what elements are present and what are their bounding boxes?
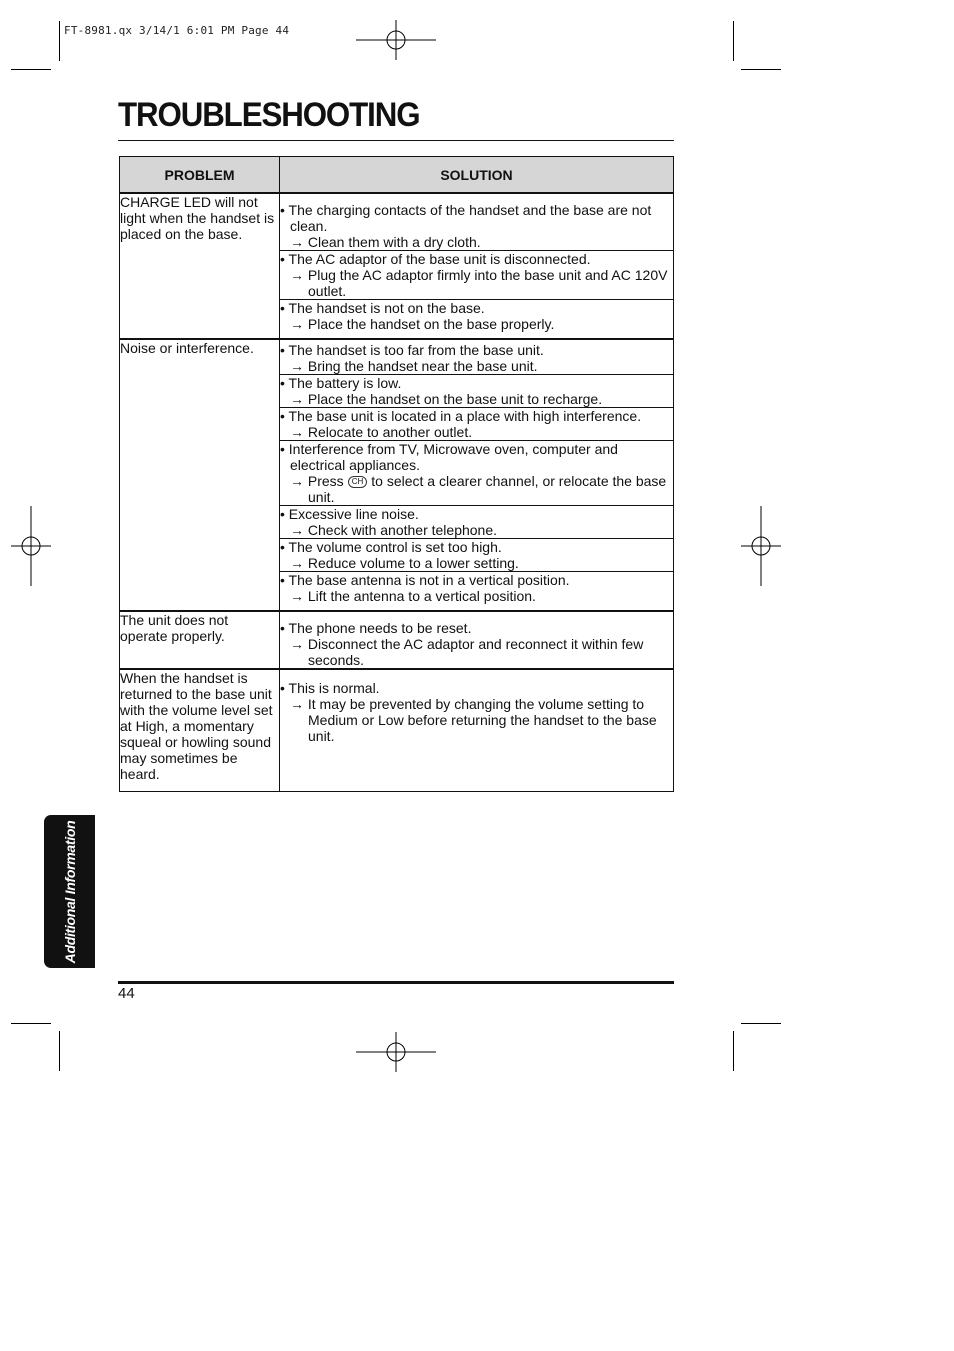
registration-mark-icon (741, 506, 781, 586)
crop-mark (11, 69, 51, 70)
fix-text: Press (307, 473, 344, 489)
crop-mark (741, 1023, 781, 1024)
solution-cell (280, 300, 674, 340)
registration-mark-icon (356, 1032, 436, 1072)
solution-cause: • Excessive line noise. (280, 506, 673, 522)
solution-fix: → Plug the AC adaptor firmly into the base unit and AC 120V outlet. (280, 267, 673, 299)
table-row (120, 611, 674, 669)
crop-mark (741, 69, 781, 70)
solution-cause: • The base antenna is not in a vertical position. (280, 572, 673, 588)
solution-cause: • This is normal. (280, 670, 673, 696)
registration-mark-icon (11, 506, 51, 586)
solution-cause: • The AC adaptor of the base unit is disconnected. (280, 251, 673, 267)
problem-cell: CHARGE LED will not light when the handset is placed on the base. (120, 193, 280, 339)
problem-cell: The unit does not operate properly. (120, 611, 280, 669)
table-row (120, 339, 674, 375)
problem-cell: Noise or interference. (120, 339, 280, 611)
table-row (120, 193, 674, 251)
crop-mark (733, 21, 734, 61)
problem-cell: When the handset is returned to the base unit with the volume level set at High, a momentary squeal or howling sound may sometimes be heard. (120, 669, 280, 792)
ch-key-icon: CH (348, 476, 368, 488)
crop-mark (733, 1031, 734, 1071)
section-side-tab (44, 815, 95, 968)
solution-cause: • The charging contacts of the handset and the base are not clean. (280, 194, 673, 234)
solution-cell (280, 669, 674, 792)
solution-cell (280, 375, 674, 408)
solution-cause: • The phone needs to be reset. (280, 612, 673, 636)
solution-fix: → Place the handset on the base properly. (280, 316, 673, 332)
solution-cell (280, 193, 674, 251)
page-title: TROUBLESHOOTING (118, 96, 420, 134)
solution-fix: → It may be prevented by changing the volume setting to Medium or Low before returning the handset to the base unit. (280, 696, 673, 744)
solution-cell (280, 611, 674, 669)
solution-cell (280, 339, 674, 375)
solution-fix: → Clean them with a dry cloth. (280, 234, 673, 250)
solution-fix: → Reduce volume to a lower setting. (280, 555, 673, 571)
page-number: 44 (118, 985, 135, 1002)
solution-fix: → Lift the antenna to a vertical position. (280, 588, 673, 604)
solution-fix: → Disconnect the AC adaptor and reconnect it within few seconds. (280, 636, 673, 668)
solution-cell (280, 539, 674, 572)
solution-header: SOLUTION (280, 157, 674, 194)
solution-fix: → Relocate to another outlet. (280, 424, 673, 440)
side-tab-label: Additional Information (61, 820, 78, 963)
footer-rule (118, 981, 674, 984)
table-row (120, 669, 674, 792)
table-header-row (120, 157, 674, 194)
solution-cause: • Interference from TV, Microwave oven, computer and electrical appliances. (280, 441, 673, 473)
print-slug: FT-8981.qx 3/14/1 6:01 PM Page 44 (64, 24, 290, 37)
solution-cell (280, 441, 674, 506)
fix-text: to select a clearer channel, or relocate the base unit. (308, 473, 667, 505)
solution-cell (280, 572, 674, 612)
crop-mark (11, 1023, 51, 1024)
solution-fix: → Check with another telephone. (280, 522, 673, 538)
solution-cause: • The handset is not on the base. (280, 300, 673, 316)
solution-fix: → Bring the handset near the base unit. (280, 358, 673, 374)
solution-cause: • The volume control is set too high. (280, 539, 673, 555)
solution-fix (280, 473, 673, 505)
solution-cell (280, 506, 674, 539)
troubleshooting-table (119, 156, 674, 792)
solution-cause: • The base unit is located in a place with high interference. (280, 408, 673, 424)
solution-cell (280, 251, 674, 300)
crop-mark (59, 1031, 60, 1071)
solution-cause: • The battery is low. (280, 375, 673, 391)
problem-header: PROBLEM (120, 157, 280, 194)
registration-mark-icon (356, 20, 436, 60)
solution-cell (280, 408, 674, 441)
title-rule (118, 140, 674, 141)
solution-cause: • The handset is too far from the base unit. (280, 340, 673, 358)
crop-mark (59, 21, 60, 61)
solution-fix: → Place the handset on the base unit to recharge. (280, 391, 673, 407)
